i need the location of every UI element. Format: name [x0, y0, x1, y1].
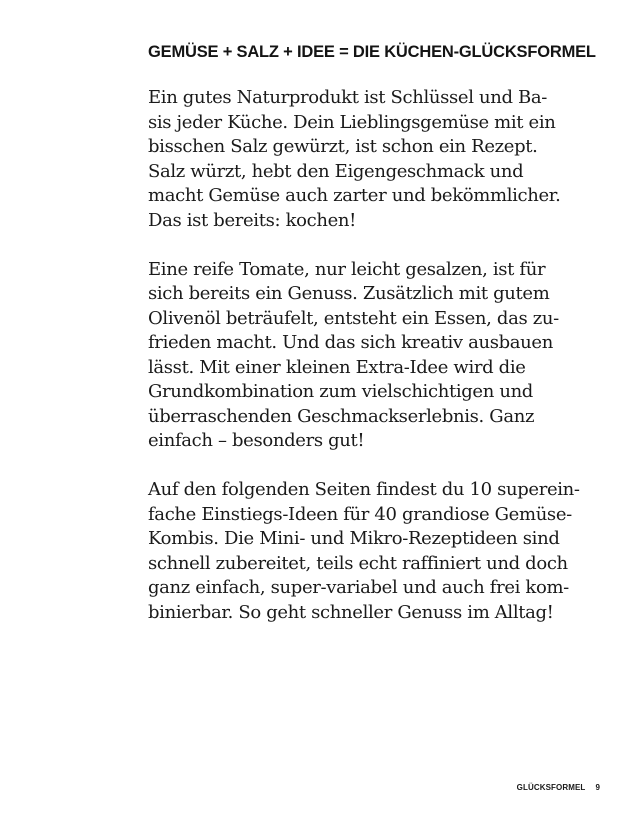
running-section-title: GLÜCKSFORMEL — [516, 783, 586, 792]
text-line: sis jeder Küche. Dein Lieblingsgemüse mit ein — [148, 111, 556, 133]
text-line: einfach – besonders gut! — [148, 430, 365, 451]
text-line: Grundkombination zum vielschichtigen und — [148, 381, 533, 402]
text-line: Olivenöl beträufelt, entsteht ein Essen, das zu- — [148, 307, 559, 329]
text-line: Kombis. Die Mini- und Mikro-Rezeptideen sind — [148, 528, 560, 549]
text-line: lässt. Mit einer kleinen Extra-Idee wird die — [148, 356, 526, 378]
page-number: 9 — [595, 783, 600, 792]
paragraph-1 — [148, 86, 618, 233]
text-line: ganz einfach, super-variabel und auch frei kom- — [148, 577, 569, 598]
text-line: Eine reife Tomate, nur leicht gesalzen, ist für — [148, 258, 546, 280]
text-line: frieden macht. Und das sich kreativ ausbauen — [148, 332, 553, 353]
body-text — [148, 86, 618, 650]
text-line: schnell zubereitet, teils echt raffiniert und doch — [148, 552, 568, 574]
text-line: fache Einstiegs-Ideen für 40 grandiose Gemüse- — [148, 503, 572, 525]
text-line: Salz würzt, hebt den Eigengeschmack und — [148, 160, 524, 182]
paragraph-3 — [148, 478, 618, 625]
text-line: binierbar. So geht schneller Genuss im Alltag! — [148, 601, 554, 623]
text-line: Das ist bereits: kochen! — [148, 209, 357, 231]
page-heading: GEMÜSE + SALZ + IDEE = DIE KÜCHEN-GLÜCKSFORMEL — [148, 43, 596, 61]
text-line: Ein gutes Naturprodukt ist Schlüssel und Ba- — [148, 87, 548, 108]
paragraph-2 — [148, 258, 618, 454]
text-line: macht Gemüse auch zarter und bekömmlicher. — [148, 185, 561, 206]
page-footer — [517, 783, 600, 792]
text-line: überraschenden Geschmackserlebnis. Ganz — [148, 405, 535, 427]
text-line: bisschen Salz gewürzt, ist schon ein Rezept. — [148, 136, 538, 157]
text-line: sich bereits ein Genuss. Zusätzlich mit gutem — [148, 283, 550, 304]
text-line: Auf den folgenden Seiten findest du 10 superein- — [148, 479, 580, 500]
